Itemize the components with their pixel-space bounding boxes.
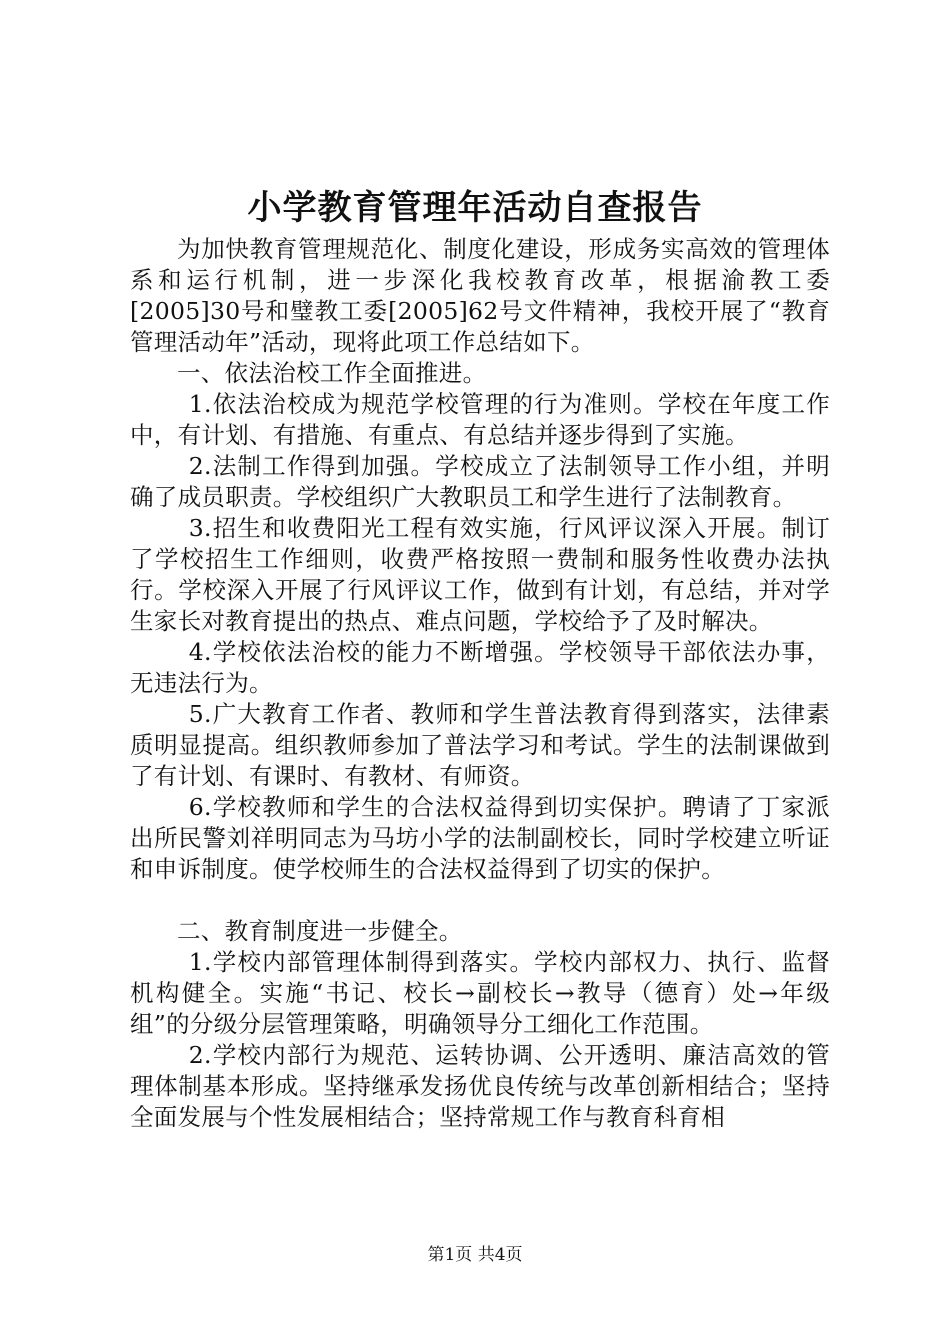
section-1-item-2: 2.法制工作得到加强。学校成立了法制领导工作小组，并明确了成员职责。学校组织广大教职员工和学生进行了法制教育。 [130,452,830,511]
intro-paragraph: 为加快教育管理规范化、制度化建设，形成务实高效的管理体系和运行机制，进一步深化我校教育改革，根据渝教工委[2005]30号和璧教工委[2005]62号文件精神，我校开展了“教育管理活动年”活动，现将此项工作总结如下。 [130,235,830,356]
section-1-item-5: 5.广大教育工作者、教师和学生普法教育得到落实，法律素质明显提高。组织教师参加了普法学习和考试。学生的法制课做到了有计划、有课时、有教材、有师资。 [130,700,830,790]
section-2-item-2: 2.学校内部行为规范、运转协调、公开透明、廉洁高效的管理体制基本形成。坚持继承发扬优良传统与改革创新相结合；坚持全面发展与个性发展相结合；坚持常规工作与教育科育相 [130,1041,830,1131]
document-body [130,234,830,1133]
section-heading-1: 一、依法治校工作全面推进。 [177,359,487,387]
section-1-item-3: 3.招生和收费阳光工程有效实施，行风评议深入开展。制订了学校招生工作细则，收费严格按照一费制和服务性收费办法执行。学校深入开展了行风评议工作，做到有计划，有总结，并对学生家长对教育提出的热点、难点问题，学校给予了及时解决。 [130,514,830,635]
section-1-item-6: 6.学校教师和学生的合法权益得到切实保护。聘请了丁家派出所民警刘祥明同志为马坊小学的法制副校长，同时学校建立听证和申诉制度。使学校师生的合法权益得到了切实的保护。 [130,793,830,883]
section-1-item-4: 4.学校依法治校的能力不断增强。学校领导干部依法办事，无违法行为。 [130,638,830,697]
section-heading-2: 二、教育制度进一步健全。 [177,917,463,945]
page-footer: 第1页 共4页 [427,1245,523,1265]
document-title: 小学教育管理年活动自查报告 [247,188,703,228]
section-1-item-1: 1.依法治校成为规范学校管理的行为准则。学校在年度工作中，有计划、有措施、有重点、有总结并逐步得到了实施。 [130,390,830,449]
section-2-item-1: 1.学校内部管理体制得到落实。学校内部权力、执行、监督机构健全。实施“书记、校长→副校长→教导（德育）处→年级组”的分级分层管理策略，明确领导分工细化工作范围。 [130,948,830,1038]
